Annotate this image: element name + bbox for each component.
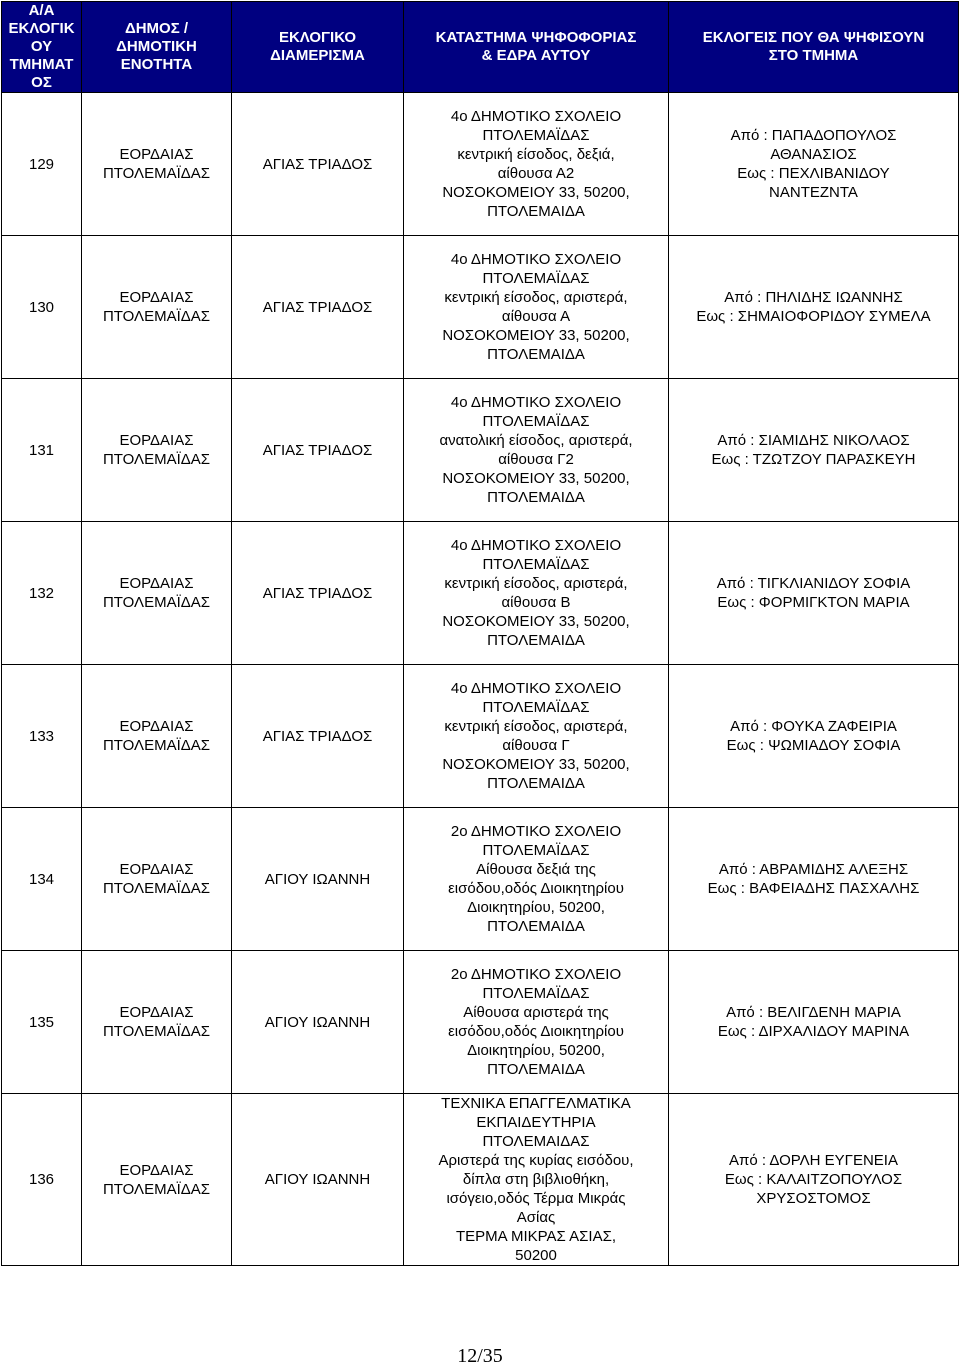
section-number-cell-text: 130 <box>28 298 55 316</box>
header-text: & ΕΔΡΑ ΑΥΤΟΥ <box>481 47 591 64</box>
polling-station-cell-line: ΠΤΟΛΕΜΑΙΔΑ <box>487 489 585 506</box>
polling-station-cell-line: κεντρική είσοδος, αριστερά, <box>444 289 628 306</box>
voters-range-cell-line: Εως : ΔΙΡΧΑΛΙΔΟΥ ΜΑΡΙΝΑ <box>717 1023 910 1040</box>
voters-range-cell-line: Εως : ΣΗΜΑΙΟΦΟΡΙΔΟΥ ΣΥΜΕΛΑ <box>696 308 931 325</box>
header-text: ΟΥ <box>30 38 53 55</box>
section-number-cell-text: 134 <box>28 870 55 888</box>
polling-station-cell-line: ΕΚΠΑΙΔΕΥΤΗΡΙΑ <box>476 1114 596 1131</box>
polling-station-cell-line: ΠΤΟΛΕΜΑΙΔΑ <box>487 346 585 363</box>
polling-station-cell <box>404 379 669 522</box>
polling-station-cell <box>404 93 669 236</box>
voters-range-cell-line: Εως : ΚΑΛΑΙΤΖΟΠΟΥΛΟΣ <box>724 1171 903 1188</box>
polling-station-cell-line: αίθουσα Α2 <box>497 165 575 182</box>
municipality-cell-line: ΠΤΟΛΕΜΑΪΔΑΣ <box>102 1180 211 1198</box>
polling-station-cell-line: ΠΤΟΛΕΜΑΪΔΑΣ <box>482 270 590 287</box>
voters-range-cell-line: Εως : ΨΩΜΙΑΔΟΥ ΣΟΦΙΑ <box>726 737 901 754</box>
voters-range-cell-line: ΑΘΑΝΑΣΙΟΣ <box>770 146 857 163</box>
polling-station-cell-line: ΠΤΟΛΕΜΑΙΔΑ <box>487 775 585 792</box>
header-cell-polling-station <box>404 2 669 93</box>
header-text: ΔΗΜΟΤΙΚΗ <box>116 38 197 55</box>
polling-station-cell <box>404 522 669 665</box>
section-number-cell <box>2 379 82 522</box>
polling-station-cell-line: αίθουσα Γ <box>502 737 570 754</box>
voters-range-cell <box>669 808 959 951</box>
table-row <box>2 1094 959 1266</box>
municipality-cell <box>82 951 232 1094</box>
municipality-cell <box>82 93 232 236</box>
section-number-cell-text: 132 <box>28 584 55 602</box>
header-text: ΕΝΟΤΗΤΑ <box>120 56 193 73</box>
polling-stations-table <box>1 1 959 1266</box>
table-row <box>2 808 959 951</box>
polling-station-cell <box>404 1094 669 1266</box>
voters-range-cell-line: Από : ΠΗΛΙΔΗΣ ΙΩΑΝΝΗΣ <box>724 289 903 306</box>
polling-station-cell-line: ανατολική είσοδος, αριστερά, <box>439 432 633 449</box>
voters-range-cell-line: Εως : ΦΟΡΜΙΓΚΤΟΝ ΜΑΡΙΑ <box>717 594 910 611</box>
municipality-cell <box>82 665 232 808</box>
voters-range-cell-line: Εως : ΠΕΧΛΙΒΑΝΙΔΟΥ <box>737 165 890 182</box>
section-number-cell-text: 129 <box>28 155 55 173</box>
section-number-cell <box>2 1094 82 1266</box>
voters-range-cell-line: Από : ΒΕΛΙΓΔΕΝΗ ΜΑΡΙΑ <box>726 1004 901 1021</box>
polling-station-cell-line: ΠΤΟΛΕΜΑΪΔΑΣ <box>482 985 590 1002</box>
polling-station-cell-line: δίπλα στη βιβλιοθήκη, <box>462 1171 610 1188</box>
polling-station-cell <box>404 665 669 808</box>
district-cell <box>232 951 404 1094</box>
polling-station-cell-line: 4ο ΔΗΜΟΤΙΚΟ ΣΧΟΛΕΙΟ <box>450 537 622 554</box>
table-body <box>2 93 959 1266</box>
polling-station-cell-line: κεντρική είσοδος, δεξιά, <box>457 146 615 163</box>
header-cell-municipality <box>82 2 232 93</box>
municipality-cell <box>82 236 232 379</box>
district-cell-text: ΑΓΙΑΣ ΤΡΙΑΔΟΣ <box>262 155 373 173</box>
section-number-cell-text: 131 <box>28 441 55 459</box>
header-text: ΕΚΛΟΓΙΚΟ <box>278 29 357 46</box>
polling-station-cell <box>404 951 669 1094</box>
header-cell-voters <box>669 2 959 93</box>
municipality-cell-line: ΕΟΡΔΑΙΑΣ <box>119 575 194 592</box>
municipality-cell-line: ΠΤΟΛΕΜΑΪΔΑΣ <box>102 308 211 325</box>
polling-station-cell-line: Ασίας <box>516 1209 556 1226</box>
polling-station-cell-line: αίθουσα Β <box>501 594 571 611</box>
table-row <box>2 236 959 379</box>
polling-station-cell-line: Αίθουσα δεξιά της <box>476 861 596 878</box>
municipality-cell-line: ΕΟΡΔΑΙΑΣ <box>119 861 194 878</box>
polling-station-cell-line: ΠΤΟΛΕΜΑΙΔΑ <box>487 203 585 220</box>
polling-station-cell-line: ΠΤΟΛΕΜΑΙΔΑ <box>487 918 585 935</box>
municipality-cell-line: ΕΟΡΔΑΙΑΣ <box>119 146 194 163</box>
polling-station-cell-line: κεντρική είσοδος, αριστερά, <box>444 575 628 592</box>
municipality-cell-line: ΠΤΟΛΕΜΑΪΔΑΣ <box>102 165 211 182</box>
municipality-cell <box>82 1094 232 1266</box>
voters-range-cell <box>669 379 959 522</box>
polling-station-cell <box>404 808 669 951</box>
polling-station-cell-line: 4ο ΔΗΜΟΤΙΚΟ ΣΧΟΛΕΙΟ <box>450 394 622 411</box>
polling-station-cell-line: ΠΤΟΛΕΜΑΪΔΑΣ <box>482 413 590 430</box>
voters-range-cell-line: Από : ΑΒΡΑΜΙΔΗΣ ΑΛΕΞΗΣ <box>718 861 909 878</box>
polling-station-cell-line: 4ο ΔΗΜΟΤΙΚΟ ΣΧΟΛΕΙΟ <box>450 108 622 125</box>
polling-station-cell-line: αίθουσα Γ2 <box>498 451 574 468</box>
polling-station-cell <box>404 236 669 379</box>
polling-station-cell-line: αίθουσα Α <box>501 308 571 325</box>
district-cell <box>232 379 404 522</box>
polling-station-cell-line: ΤΕΧΝΙΚΑ ΕΠΑΓΓΕΛΜΑΤΙΚΑ <box>441 1095 631 1112</box>
header-text: Α/Α <box>28 2 55 19</box>
polling-station-cell-line: 2ο ΔΗΜΟΤΙΚΟ ΣΧΟΛΕΙΟ <box>450 823 622 840</box>
polling-station-cell-line: ΠΤΟΛΕΜΑΙΔΑ <box>487 1061 585 1078</box>
table-row <box>2 93 959 236</box>
district-cell-text: ΑΓΙΑΣ ΤΡΙΑΔΟΣ <box>262 727 373 745</box>
voters-range-cell <box>669 236 959 379</box>
section-number-cell <box>2 93 82 236</box>
section-number-cell <box>2 951 82 1094</box>
district-cell <box>232 665 404 808</box>
polling-station-cell-line: κεντρική είσοδος, αριστερά, <box>444 718 628 735</box>
district-cell <box>232 236 404 379</box>
polling-station-cell-line: 4ο ΔΗΜΟΤΙΚΟ ΣΧΟΛΕΙΟ <box>450 680 622 697</box>
polling-station-cell-line: Διοικητηρίου, 50200, <box>467 1042 605 1059</box>
table-row <box>2 665 959 808</box>
polling-station-cell-line: Διοικητηρίου, 50200, <box>467 899 605 916</box>
municipality-cell-line: ΕΟΡΔΑΙΑΣ <box>119 1161 194 1179</box>
voters-range-cell-line: Από : ΣΙΑΜΙΔΗΣ ΝΙΚΟΛΑΟΣ <box>717 432 910 449</box>
voters-range-cell-line: Από : ΠΑΠΑΔΟΠΟΥΛΟΣ <box>730 127 897 144</box>
polling-station-cell-line: ΠΤΟΛΕΜΑΪΔΑΣ <box>482 699 590 716</box>
polling-station-cell-line: ΝΟΣΟΚΟΜΕΙΟΥ 33, 50200, <box>442 470 630 487</box>
voters-range-cell <box>669 93 959 236</box>
district-cell-text: ΑΓΙΟΥ ΙΩΑΝΝΗ <box>264 1171 371 1188</box>
polling-station-cell-line: Αίθουσα αριστερά της <box>463 1004 609 1021</box>
table-row <box>2 379 959 522</box>
table-header <box>2 2 959 93</box>
polling-station-cell-line: 2ο ΔΗΜΟΤΙΚΟ ΣΧΟΛΕΙΟ <box>450 966 622 983</box>
voters-range-cell-line: ΧΡΥΣΟΣΤΟΜΟΣ <box>756 1190 871 1207</box>
district-cell <box>232 522 404 665</box>
polling-station-cell-line: εισόδου,οδός Διοικητηρίου <box>448 880 624 897</box>
header-text: ΚΑΤΑΣΤΗΜΑ ΨΗΦΟΦΟΡΙΑΣ <box>435 29 637 46</box>
voters-range-cell <box>669 665 959 808</box>
district-cell <box>232 1094 404 1266</box>
table-row <box>2 951 959 1094</box>
municipality-cell-line: ΕΟΡΔΑΙΑΣ <box>119 718 194 735</box>
section-number-cell <box>2 808 82 951</box>
polling-station-cell-line: ΠΤΟΛΕΜΑΪΔΑΣ <box>482 127 590 144</box>
municipality-cell <box>82 522 232 665</box>
district-cell-text: ΑΓΙΑΣ ΤΡΙΑΔΟΣ <box>262 584 373 602</box>
district-cell <box>232 808 404 951</box>
district-cell-text: ΑΓΙΑΣ ΤΡΙΑΔΟΣ <box>262 441 373 459</box>
district-cell-text: ΑΓΙΟΥ ΙΩΑΝΝΗ <box>264 870 371 888</box>
header-text: ΔΙΑΜΕΡΙΣΜΑ <box>270 47 365 64</box>
voters-range-cell <box>669 1094 959 1266</box>
district-cell-text: ΑΓΙΑΣ ΤΡΙΑΔΟΣ <box>262 298 373 316</box>
voters-range-cell-line: Εως : ΒΑΦΕΙΑΔΗΣ ΠΑΣΧΑΛΗΣ <box>707 880 920 897</box>
page-number: 12/35 <box>457 1345 503 1367</box>
header-text: ΣΤΟ ΤΜΗΜΑ <box>768 47 859 64</box>
voters-range-cell-line: Εως : ΤΖΩΤΖΟΥ ΠΑΡΑΣΚΕΥΗ <box>711 451 916 468</box>
header-text: ΟΣ <box>31 74 52 91</box>
polling-station-cell-line: ισόγειο,οδός Τέρμα Μικράς <box>446 1190 626 1207</box>
municipality-cell-line: ΠΤΟΛΕΜΑΪΔΑΣ <box>102 451 211 468</box>
header-text: ΕΚΛΟΓΙΚ <box>8 20 75 37</box>
polling-station-cell-line: 4ο ΔΗΜΟΤΙΚΟ ΣΧΟΛΕΙΟ <box>450 251 622 268</box>
polling-station-cell-line: ΝΟΣΟΚΟΜΕΙΟΥ 33, 50200, <box>442 756 630 773</box>
voters-range-cell <box>669 951 959 1094</box>
table-row <box>2 522 959 665</box>
polling-station-cell-line: ΝΟΣΟΚΟΜΕΙΟΥ 33, 50200, <box>442 184 630 201</box>
municipality-cell-line: ΕΟΡΔΑΙΑΣ <box>119 289 194 306</box>
section-number-cell <box>2 522 82 665</box>
header-text: ΤΜΗΜΑΤ <box>9 56 74 73</box>
polling-station-cell-line: ΠΤΟΛΕΜΑΪΔΑΣ <box>482 842 590 859</box>
voters-range-cell-line: Από : ΤΙΓΚΛΙΑΝΙΔΟΥ ΣΟΦΙΑ <box>716 575 911 592</box>
municipality-cell <box>82 808 232 951</box>
section-number-cell-text: 136 <box>28 1171 55 1188</box>
header-cell-district <box>232 2 404 93</box>
polling-station-cell-line: ΝΟΣΟΚΟΜΕΙΟΥ 33, 50200, <box>442 613 630 630</box>
municipality-cell-line: ΕΟΡΔΑΙΑΣ <box>119 1004 194 1021</box>
header-text: ΕΚΛΟΓΕΙΣ ΠΟΥ ΘΑ ΨΗΦΙΣΟΥΝ <box>702 29 925 46</box>
district-cell-text: ΑΓΙΟΥ ΙΩΑΝΝΗ <box>264 1013 371 1031</box>
polling-station-cell-line: εισόδου,οδός Διοικητηρίου <box>448 1023 624 1040</box>
section-number-cell <box>2 236 82 379</box>
polling-station-cell-line: ΠΤΟΛΕΜΑΙΔΑΣ <box>482 1133 590 1150</box>
polling-station-cell-line: ΠΤΟΛΕΜΑΪΔΑΣ <box>482 556 590 573</box>
municipality-cell-line: ΠΤΟΛΕΜΑΪΔΑΣ <box>102 737 211 754</box>
voters-range-cell-line: Από : ΔΟΡΛΗ ΕΥΓΕΝΕΙΑ <box>729 1152 898 1169</box>
polling-station-cell-line: ΝΟΣΟΚΟΜΕΙΟΥ 33, 50200, <box>442 327 630 344</box>
header-cell-section-number <box>2 2 82 93</box>
section-number-cell <box>2 665 82 808</box>
municipality-cell-line: ΕΟΡΔΑΙΑΣ <box>119 432 194 449</box>
municipality-cell-line: ΠΤΟΛΕΜΑΪΔΑΣ <box>102 594 211 611</box>
section-number-cell-text: 133 <box>28 727 55 745</box>
municipality-cell-line: ΠΤΟΛΕΜΑΪΔΑΣ <box>102 880 211 897</box>
section-number-cell-text: 135 <box>28 1013 55 1031</box>
polling-station-cell-line: ΤΕΡΜΑ ΜΙΚΡΑΣ ΑΣΙΑΣ, <box>455 1228 617 1245</box>
district-cell <box>232 93 404 236</box>
voters-range-cell-line: ΝΑΝΤΕΖΝΤΑ <box>769 184 858 201</box>
municipality-cell <box>82 379 232 522</box>
polling-station-cell-line: Αριστερά της κυρίας εισόδου, <box>438 1152 634 1169</box>
header-row <box>2 2 959 93</box>
polling-station-cell-line: ΠΤΟΛΕΜΑΙΔΑ <box>487 632 585 649</box>
municipality-cell-line: ΠΤΟΛΕΜΑΪΔΑΣ <box>102 1023 211 1040</box>
header-text: ΔΗΜΟΣ / <box>124 20 189 37</box>
voters-range-cell <box>669 522 959 665</box>
polling-station-cell-line: 50200 <box>515 1247 557 1264</box>
voters-range-cell-line: Από : ΦΟΥΚΑ ΖΑΦΕΙΡΙΑ <box>730 718 897 735</box>
